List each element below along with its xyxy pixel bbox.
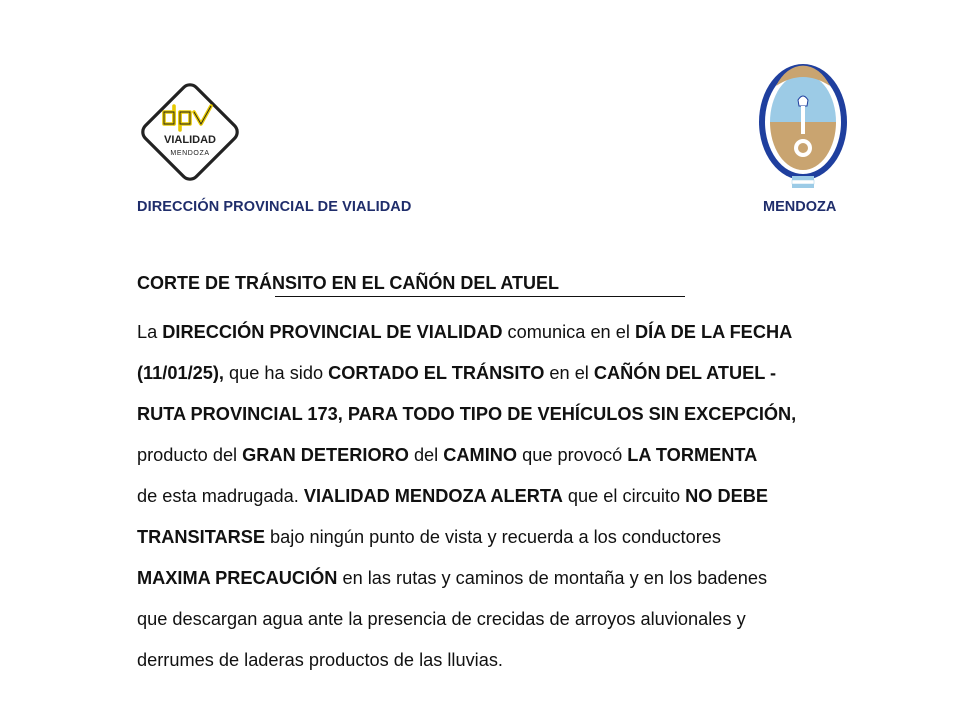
document-title: CORTE DE TRÁNSITO EN EL CAÑÓN DEL ATUEL bbox=[137, 273, 560, 293]
body-paragraph bbox=[137, 312, 837, 681]
mendoza-caption: MENDOZA bbox=[763, 199, 837, 215]
body-line bbox=[137, 558, 837, 599]
text-run: de esta madrugada. bbox=[137, 486, 304, 506]
body-line bbox=[137, 476, 837, 517]
body-line bbox=[137, 353, 837, 394]
text-run-bold: CAÑÓN DEL ATUEL - bbox=[593, 363, 777, 383]
body-line bbox=[137, 312, 837, 353]
text-run-bold: MAXIMA PRECAUCIÓN bbox=[137, 568, 338, 588]
text-run: comunica en el bbox=[502, 322, 635, 342]
body-line bbox=[137, 640, 837, 681]
text-run: producto del bbox=[137, 445, 243, 465]
body-line bbox=[137, 599, 837, 640]
text-run: bajo ningún punto de vista y recuerda a los conductores bbox=[265, 527, 721, 547]
dpv-logo-name: VIALIDAD bbox=[164, 134, 216, 146]
title-underline bbox=[275, 296, 685, 297]
text-run-bold: DÍA DE LA FECHA bbox=[634, 322, 793, 342]
text-run: que el circuito bbox=[562, 486, 686, 506]
text-run: del bbox=[408, 445, 444, 465]
text-run-bold: CORTADO EL TRÁNSITO bbox=[328, 363, 545, 383]
vialidad-mendoza-logo bbox=[134, 76, 246, 188]
text-run: que descargan agua ante la presencia de crecidas de arroyos aluvionales y bbox=[137, 609, 746, 629]
dpv-caption: DIRECCIÓN PROVINCIAL DE VIALIDAD bbox=[137, 199, 412, 215]
text-run: que provocó bbox=[517, 445, 628, 465]
text-run-bold: (11/01/25), bbox=[137, 363, 224, 383]
body-line bbox=[137, 517, 837, 558]
text-run-bold: TRANSITARSE bbox=[137, 527, 265, 547]
text-run-bold: NO DEBE bbox=[685, 486, 769, 506]
text-run-bold: GRAN DETERIORO bbox=[242, 445, 409, 465]
body-line bbox=[137, 394, 837, 435]
text-run: derrumes de laderas productos de las lluvias. bbox=[137, 650, 503, 670]
text-run-bold: LA TORMENTA bbox=[627, 445, 758, 465]
dpv-diamond-icon bbox=[134, 76, 246, 188]
text-run-bold: RUTA PROVINCIAL 173, PARA TODO TIPO DE VEHÍCULOS SIN EXCEPCIÓN, bbox=[137, 404, 797, 424]
dpv-logo-sub: MENDOZA bbox=[170, 150, 210, 157]
body-line bbox=[137, 435, 837, 476]
text-run: que ha sido bbox=[223, 363, 329, 383]
text-run-bold: DIRECCIÓN PROVINCIAL DE VIALIDAD bbox=[162, 322, 503, 342]
text-run-bold: VIALIDAD MENDOZA ALERTA bbox=[303, 486, 563, 506]
text-run: en las rutas y caminos de montaña y en los badenes bbox=[337, 568, 768, 588]
text-run: La bbox=[137, 322, 163, 342]
text-run: en el bbox=[544, 363, 594, 383]
text-run-bold: CAMINO bbox=[443, 445, 518, 465]
mendoza-coat-of-arms-icon bbox=[754, 56, 852, 196]
